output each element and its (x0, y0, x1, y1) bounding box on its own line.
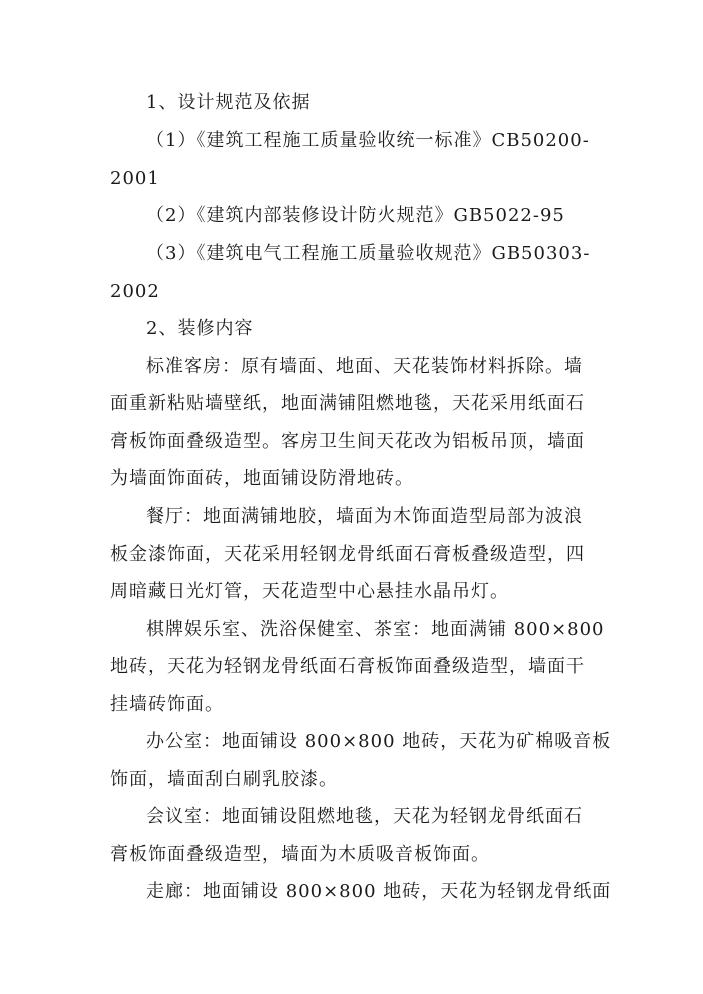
paragraph-recreation-line: 地砖，天花为轻钢龙骨纸面石膏板饰面叠级造型，墙面干 (110, 656, 585, 677)
paragraph-guest-room-line: 膏板饰面叠级造型。客房卫生间天花改为铝板吊顶，墙面 (110, 431, 585, 452)
paragraph-office-line: 饰面，墙面刮白刷乳胶漆。 (110, 769, 338, 790)
paragraph-recreation-line: 挂墙砖饰面。 (110, 694, 224, 715)
reference-item-3: （3）《建筑电气工程施工质量验收规范》GB50303- (146, 243, 591, 264)
paragraph-guest-room-line: 标准客房：原有墙面、地面、天花装饰材料拆除。墙 (146, 356, 583, 377)
paragraph-meeting-room-line: 膏板饰面叠级造型，墙面为木质吸音板饰面。 (110, 844, 490, 865)
paragraph-recreation-line: 棋牌娱乐室、洗浴保健室、茶室：地面满铺 800×800 (146, 619, 605, 640)
paragraph-corridor-line: 走廊：地面铺设 800×800 地砖，天花为轻钢龙骨纸面 (146, 881, 612, 902)
paragraph-restaurant-line: 周暗藏日光灯管，天花造型中心悬挂水晶吊灯。 (110, 581, 509, 602)
paragraph-restaurant-line: 板金漆饰面，天花采用轻钢龙骨纸面石膏板叠级造型，四 (110, 544, 585, 565)
paragraph-guest-room-line: 面重新粘贴墙壁纸，地面满铺阻燃地毯，天花采用纸面石 (110, 393, 585, 414)
reference-item-3-continued: 2002 (110, 281, 160, 302)
reference-item-1-continued: 2001 (110, 168, 160, 189)
reference-item-2: （2）《建筑内部装修设计防火规范》GB5022-95 (146, 205, 565, 226)
paragraph-restaurant-line: 餐厅：地面满铺地胶，墙面为木饰面造型局部为波浪 (146, 506, 583, 527)
paragraph-meeting-room-line: 会议室：地面铺设阻燃地毯，天花为轻钢龙骨纸面石 (146, 806, 583, 827)
paragraph-guest-room-line: 为墙面饰面砖，地面铺设防滑地砖。 (110, 468, 414, 489)
section-heading-renovation-content: 2、装修内容 (146, 318, 254, 339)
section-heading-design-standards: 1、设计规范及依据 (146, 92, 311, 113)
reference-item-1: （1）《建筑工程施工质量验收统一标准》CB50200- (146, 130, 590, 151)
paragraph-office-line: 办公室：地面铺设 800×800 地砖，天花为矿棉吸音板 (146, 731, 612, 752)
